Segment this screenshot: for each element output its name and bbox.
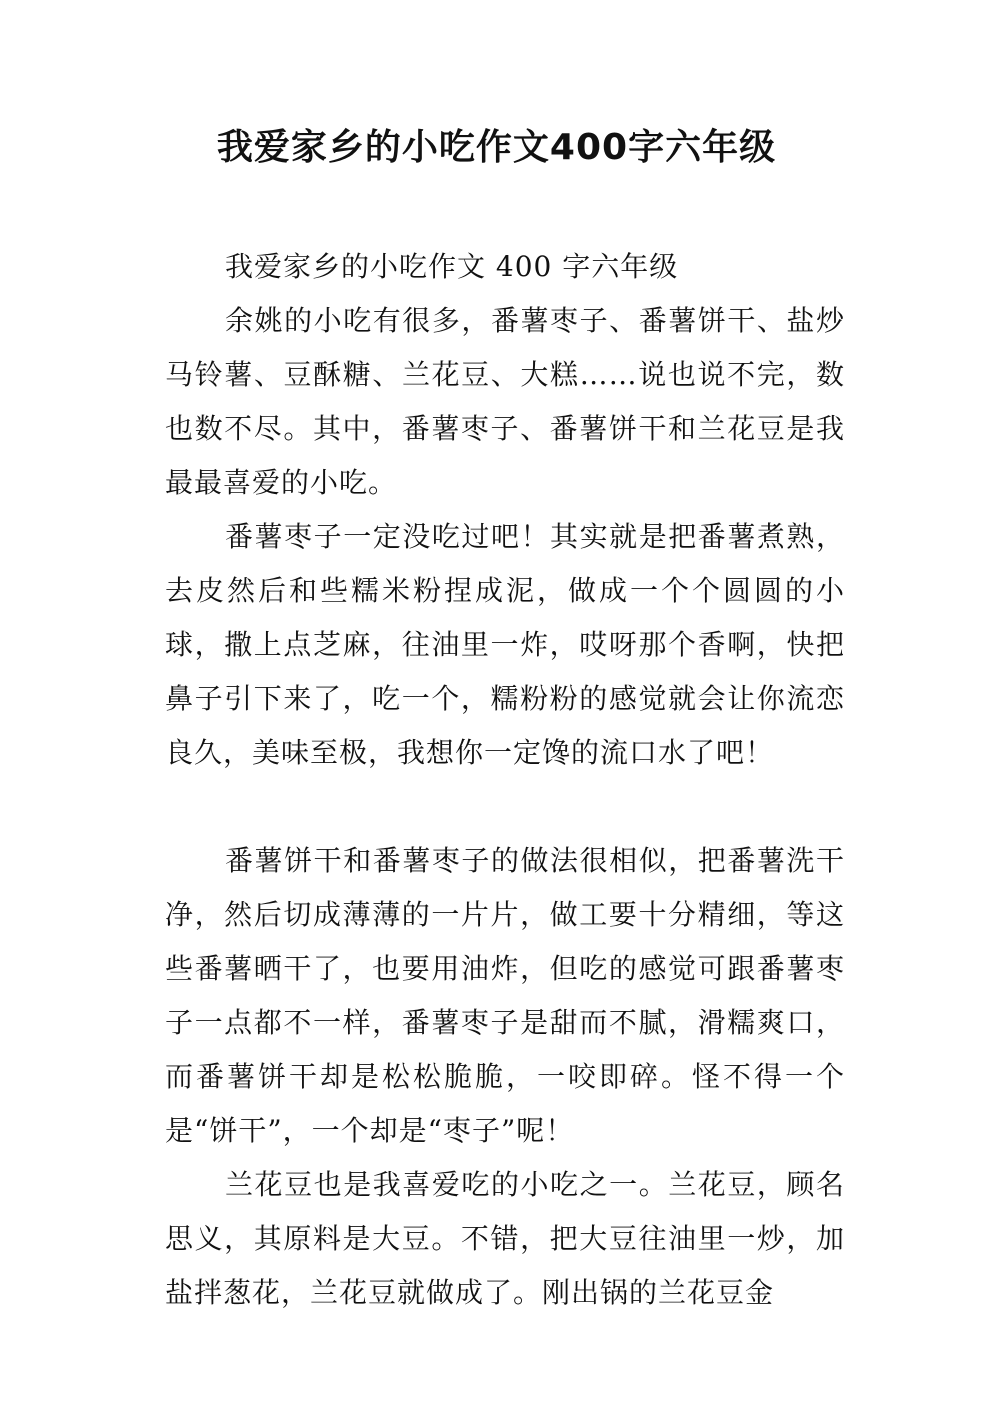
- paragraph-sweet-potato-dates: 番薯枣子一定没吃过吧！其实就是把番薯煮熟，去皮然后和些糯米粉捏成泥，做成一个个圆圆的小球，撒上点芝麻，往油里一炸，哎呀那个香啊，快把鼻子引下来了，吃一个，糯粉粉的感觉就会让你流恋良久，美味至极，我想你一定馋的流口水了吧！: [165, 520, 845, 769]
- paragraph-subtitle: 我爱家乡的小吃作文 400 字六年级: [225, 250, 679, 283]
- document-body: [165, 240, 845, 1320]
- document-title: 我爱家乡的小吃作文400字六年级: [216, 127, 777, 168]
- paragraph-intro: 余姚的小吃有很多，番薯枣子、番薯饼干、盐炒马铃薯、豆酥糖、兰花豆、大糕……说也说不完，数也数不尽。其中，番薯枣子、番薯饼干和兰花豆是我最最喜爱的小吃。: [165, 304, 845, 499]
- paragraph-orchid-beans: 兰花豆也是我喜爱吃的小吃之一。兰花豆，顾名思义，其原料是大豆。不错，把大豆往油里一炒，加盐拌葱花，兰花豆就做成了。刚出锅的兰花豆金: [165, 1168, 845, 1309]
- paragraph-spacer: [165, 780, 845, 834]
- paragraph-sweet-potato-biscuits: 番薯饼干和番薯枣子的做法很相似，把番薯洗干净，然后切成薄薄的一片片，做工要十分精细，等这些番薯晒干了，也要用油炸，但吃的感觉可跟番薯枣子一点都不一样，番薯枣子是甜而不腻，滑糯爽口，而番薯饼干却是松松脆脆，一咬即碎。怪不得一个是“饼干”，一个却是“枣子”呢！: [165, 844, 845, 1147]
